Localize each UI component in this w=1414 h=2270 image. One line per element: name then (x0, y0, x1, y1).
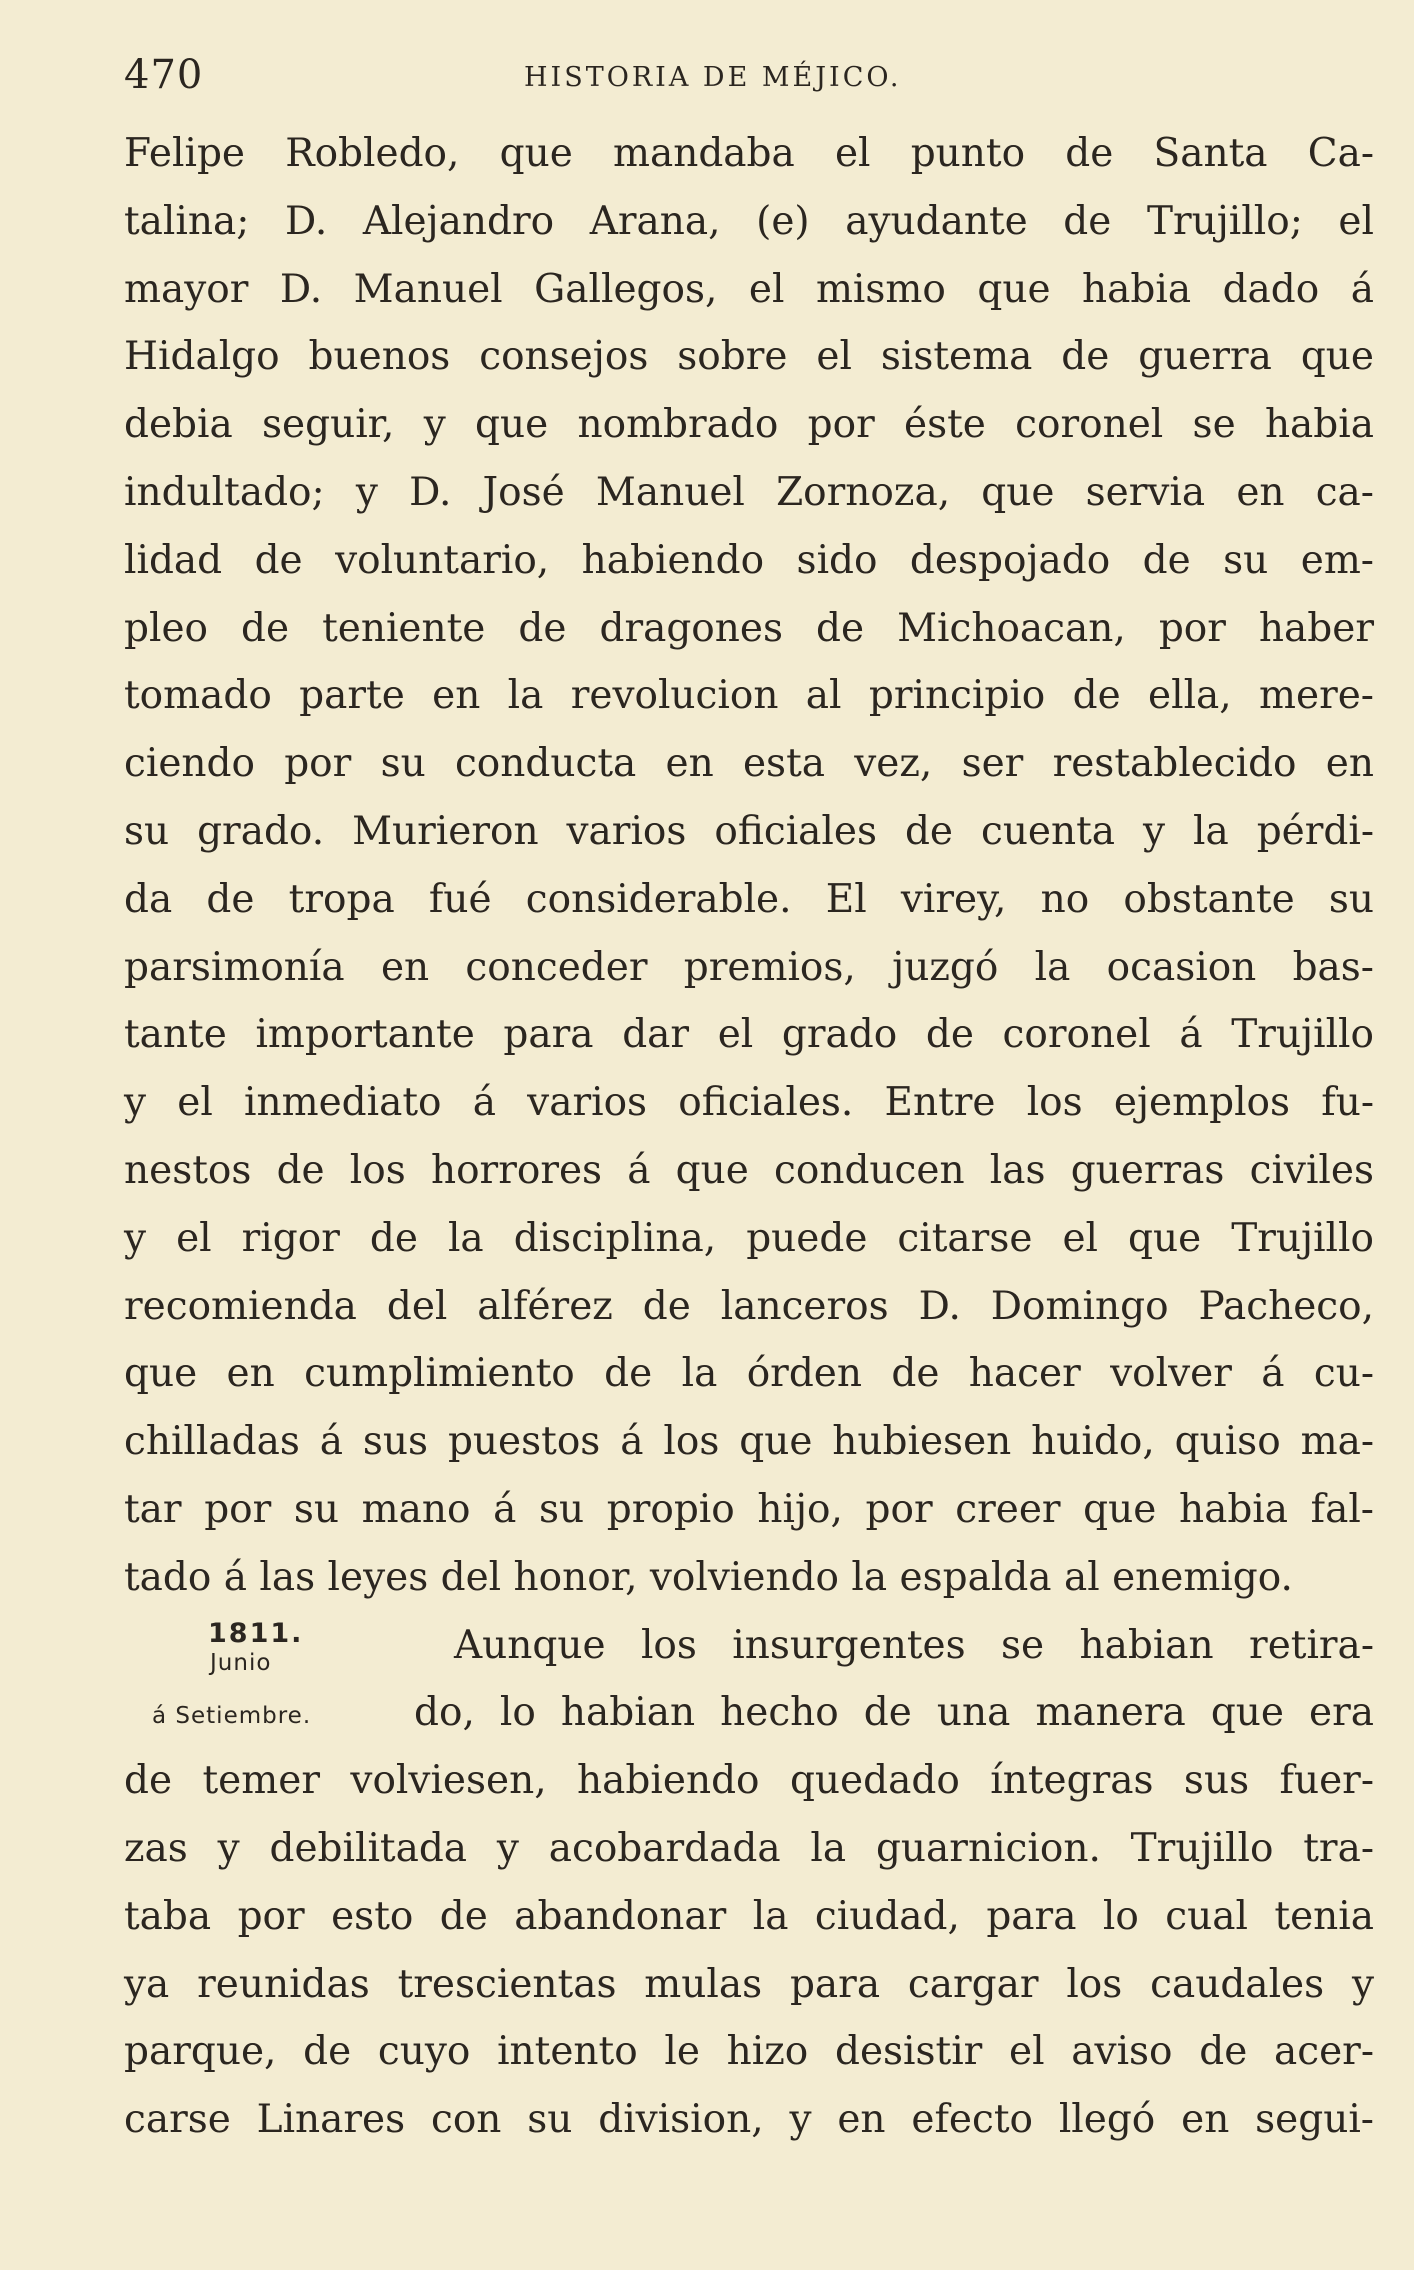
text-line: mayor D. Manuel Gallegos, el mismo que habia dado á (124, 266, 1374, 312)
text-line: da de tropa fué considerable. El virey, no obstante su (124, 876, 1374, 922)
margin-note-range: á Setiembre. (152, 1703, 312, 1730)
text-line: de temer volviesen, habiendo quedado íntegras sus fuer- (124, 1758, 1374, 1804)
text-line: indultado; y D. José Manuel Zornoza, que servia en ca- (124, 469, 1374, 515)
text-line: Felipe Robledo, que mandaba el punto de Santa Ca- (124, 131, 1374, 176)
text-line: carse Linares con su division, y en efecto llegó en segui- (124, 2097, 1374, 2143)
page-header (124, 52, 1364, 112)
margin-note-month: Junio (210, 1649, 272, 1676)
text-line: zas y debilitada y acobardada la guarnicion. Trujillo tra- (124, 1825, 1374, 1871)
body-text (124, 120, 1374, 2154)
margin-note-year: 1811. (208, 1617, 304, 1649)
text-line: y el rigor de la disciplina, puede citarse el que Trujillo (124, 1215, 1374, 1261)
marginal-row (124, 1612, 1374, 1680)
page-number: 470 (124, 52, 204, 98)
paragraph-start-line: Aunque los insurgentes se habian retira- (454, 1622, 1374, 1668)
text-line: taba por esto de abandonar la ciudad, para lo cual tenia (124, 1893, 1374, 1939)
text-line: ya reunidas trescientas mulas para cargar los caudales y (124, 1961, 1374, 2007)
text-line: chilladas á sus puestos á los que hubiesen huido, quiso ma- (124, 1419, 1374, 1465)
text-line: tar por su mano á su propio hijo, por creer que habia fal- (124, 1486, 1374, 1532)
text-line: parque, de cuyo intento le hizo desistir el aviso de acer- (124, 2029, 1374, 2075)
text-line: lidad de voluntario, habiendo sido despojado de su em- (124, 537, 1374, 583)
text-line: nestos de los horrores á que conducen las guerras civiles (124, 1147, 1374, 1193)
text-line: debia seguir, y que nombrado por éste coronel se habia (124, 402, 1374, 448)
text-line: talina; D. Alejandro Arana, (e) ayudante de Trujillo; el (124, 198, 1374, 244)
text-line: tomado parte en la revolucion al principio de ella, mere- (124, 673, 1374, 719)
text-line: tante importante para dar el grado de coronel á Trujillo (124, 1012, 1374, 1058)
text-line: ciendo por su conducta en esta vez, ser restablecido en (124, 741, 1374, 787)
text-line: y el inmediato á varios oficiales. Entre los ejemplos fu- (124, 1080, 1374, 1126)
text-line: Hidalgo buenos consejos sobre el sistema de guerra que (124, 334, 1374, 380)
text-line: pleo de teniente de dragones de Michoacan, por haber (124, 605, 1374, 651)
text-line: que en cumplimiento de la órden de hacer volver á cu- (124, 1351, 1374, 1397)
text-line: do, lo habian hecho de una manera que era (414, 1690, 1374, 1736)
text-line: parsimonía en conceder premios, juzgó la ocasion bas- (124, 944, 1374, 990)
running-head: HISTORIA DE MÉJICO. (524, 62, 902, 93)
marginal-row (124, 1679, 1374, 1747)
text-line: su grado. Murieron varios oficiales de cuenta y la pérdi- (124, 808, 1374, 854)
text-line: recomienda del alférez de lanceros D. Domingo Pacheco, (124, 1283, 1374, 1329)
paragraph-end-line: tado á las leyes del honor, volviendo la espalda al enemigo. (124, 1554, 1293, 1600)
